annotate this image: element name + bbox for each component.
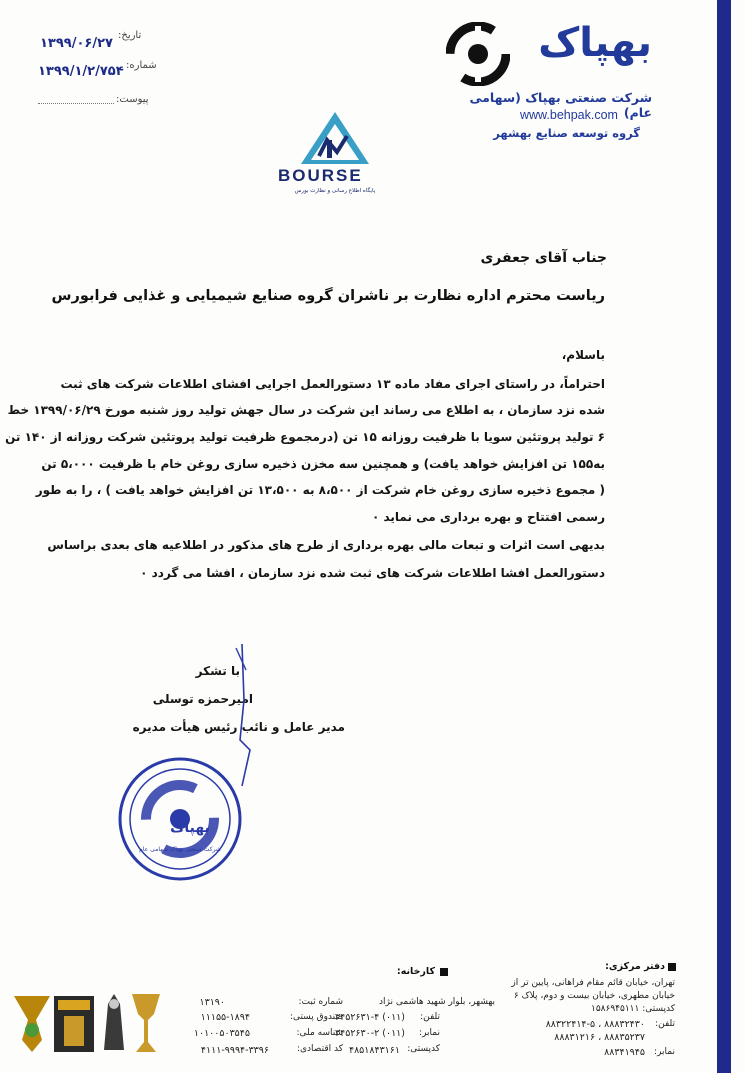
awards-icon <box>8 990 168 1060</box>
head-office-bullet-icon <box>668 963 676 971</box>
head-office-phone-label: تلفن: <box>655 1019 675 1029</box>
recipient: جناب آقای جعفری <box>480 250 607 266</box>
behpak-logo-word: بهپاک <box>538 20 652 66</box>
bourse-logo-text: BOURSE <box>278 166 363 185</box>
paragraph-1-line: به۱۵۵ تن افزایش خواهد یافت) و همچنین سه مخزن ذخیره سازی روغن خام با ظرفیت ۵،۰۰۰ تن <box>41 457 605 471</box>
pobox-value: ۱۱۱۵۵-۱۸۹۴ <box>200 1012 250 1023</box>
signer-name: امیرحمزه توسلی <box>152 692 253 706</box>
head-office-postal: کدپستی: ۱۵۸۶۹۴۵۱۱۱ <box>591 1004 675 1014</box>
bourse-logo-subtitle: پایگاه اطلاع رسانی و نظارت بورس <box>294 188 376 194</box>
footer <box>0 958 745 959</box>
right-blue-stripe <box>717 0 731 1073</box>
paragraph-1-line: رسمی افتتاح و بهره برداری می نماید ۰ <box>371 510 605 524</box>
head-office-fax: ۸۸۳۴۱۹۴۵ <box>604 1047 645 1058</box>
paragraph-1-line: احتراماً، در راستای اجرای مفاد ماده ۱۳ دستورالعمل اجرایی افشای اطلاعات شرکت های ثبت <box>60 377 605 391</box>
attachment-label: پیوست: <box>116 94 149 105</box>
paragraph-1-line: ( مجموع ذخیره سازی روغن خام شرکت از ۸،۵۰۰ به ۱۳،۵۰۰ تن افزایش خواهد یافت ) ، را به طور <box>35 483 605 497</box>
factory-fax: (۰۱۱) ۳۴۵۲۶۳۰-۲ <box>334 1028 405 1039</box>
company-stamp <box>116 755 244 883</box>
stamp-ring-text: شرکت صنعتی بهپاک سهامی عام <box>139 846 221 853</box>
head-office-address-1: تهران، خیابان قائم مقام فراهانی، پایین تر از <box>511 978 675 988</box>
pobox-label: صندوق پستی: <box>289 1012 343 1022</box>
paragraph-1-line: شده نزد سازمان ، به اطلاع می رساند این شرکت در سال جهش تولید روز شنبه مورخ ۱۳۹۹/۰۶/۲۹ خط <box>7 403 605 417</box>
factory-label: کارخانه: <box>396 966 435 977</box>
company-name: شرکت صنعتی بهپاک (سهامی عام) <box>469 90 652 120</box>
company-group: گروه توسعه صنایع بهشهر <box>493 126 640 140</box>
recipient-title: ریاست محترم اداره نظارت بر ناشران گروه صنایع شیمیایی و غذایی فرابورس <box>51 288 605 304</box>
behpak-logo-icon <box>446 22 510 86</box>
factory-fax-label: نمابر: <box>419 1028 440 1038</box>
factory-phone: (۰۱۱) ۳۴۵۲۶۳۱-۴ <box>334 1012 405 1023</box>
company-website: www.behpak.com <box>520 108 618 122</box>
national-id-label: شناسه ملی: <box>296 1028 343 1038</box>
factory-phone-label: تلفن: <box>420 1012 440 1022</box>
registration-value: ۱۳۱۹۰ <box>199 997 225 1008</box>
stamp-word: بهپاک <box>170 820 210 836</box>
paragraph-2-line: دستورالعمل افشا اطلاعات شرکت های ثبت شده نزد سازمان ، افشا می گردد ۰ <box>140 566 605 580</box>
closing: با تشکر <box>195 664 240 678</box>
paragraph-1-line: ۶ تولید پروتئین سویا با ظرفیت روزانه ۱۵ تن (درمجموع ظرفیت تولید پروتئین شرکت روزانه از ۱۴۰ تن <box>5 430 605 444</box>
economic-code-value: ۴۱۱۱-۹۹۹۴-۳۳۹۶ <box>200 1045 269 1056</box>
bourse-logo-icon <box>297 110 373 166</box>
number-value: ۱۳۹۹/۱/۲/۷۵۴ <box>38 64 124 79</box>
national-id-value: ۱۰۱۰۰۵۰۳۵۴۵ <box>193 1028 250 1039</box>
head-office-address-2: خیابان مطهری، خیابان بیست و دوم، پلاک ۶ <box>513 991 675 1001</box>
factory-bullet-icon <box>440 968 448 976</box>
head-office-fax-label: نمابر: <box>654 1047 675 1057</box>
attachment-dotted-line <box>38 103 114 104</box>
date-label: تاریخ: <box>118 30 142 41</box>
paragraph-2-line: بدیهی است اثرات و تبعات مالی بهره برداری از طرح های مذکور در اطلاعیه های بعدی براساس <box>47 538 605 552</box>
registration-label: شماره ثبت: <box>298 997 343 1007</box>
signer-title: مدیر عامل و نائب رئیس هیأت مدیره <box>132 720 345 734</box>
date-value: ۱۳۹۹/۰۶/۲۷ <box>40 36 113 51</box>
factory-postal-label: کدپستی: <box>407 1044 440 1054</box>
head-office-phone-2: ۸۸۸۳۵۲۳۷ ، ۸۸۸۳۱۲۱۶ <box>554 1032 645 1043</box>
greeting: باسلام، <box>561 348 605 362</box>
economic-code-label: کد اقتصادی: <box>296 1044 343 1054</box>
factory-postal: ۴۸۵۱۸۴۳۱۶۱ <box>348 1045 400 1056</box>
factory-address: بهشهر، بلوار شهید هاشمی نژاد <box>379 997 495 1007</box>
head-office-label: دفتر مرکزی: <box>605 961 665 972</box>
head-office-phone-1: ۸۸۸۳۲۴۳۰ ، ۸۸۳۲۲۴۱۴-۵ <box>545 1019 645 1030</box>
number-label: شماره: <box>126 60 157 71</box>
